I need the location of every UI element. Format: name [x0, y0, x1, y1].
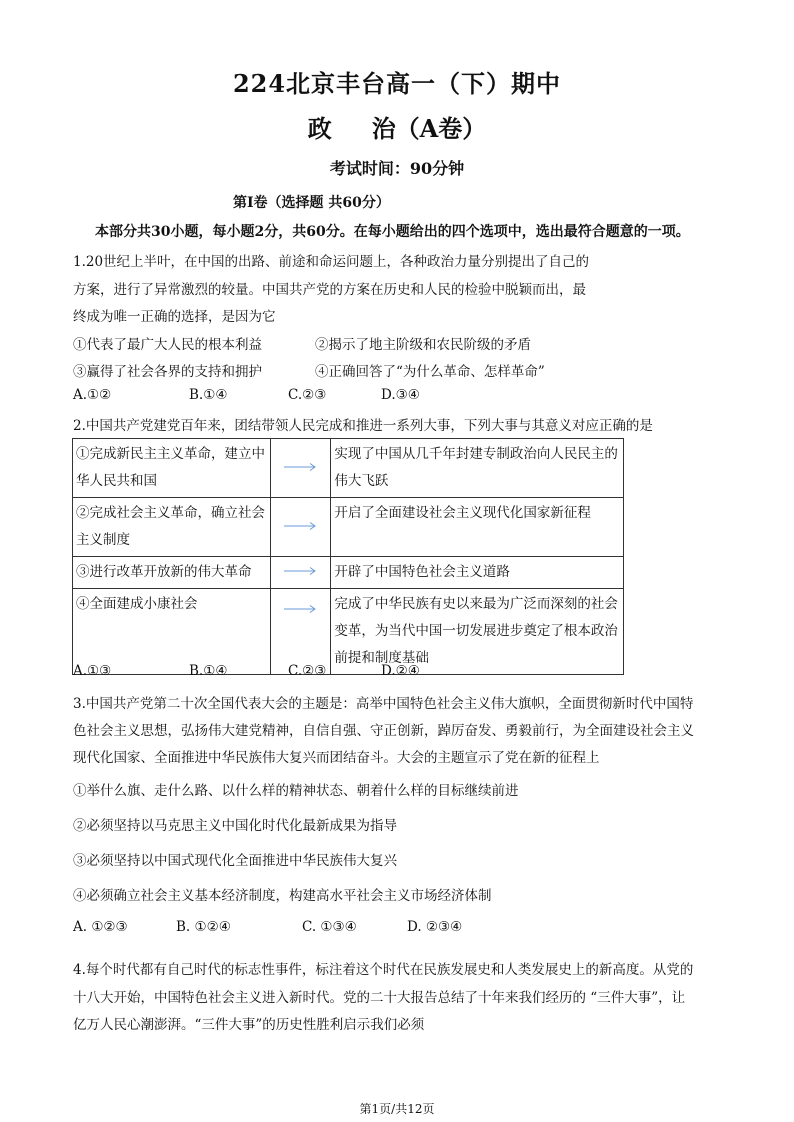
table-cell-event: ①完成新民主主义革命，建立中华人民共和国	[73, 439, 271, 498]
exam-time: 考试时间：90分钟	[329, 159, 465, 178]
q4-stem-line: 亿万人民心潮澎湃。“三件大事”的历史性胜利启示我们必须	[73, 1017, 425, 1033]
arrow-right-icon	[283, 604, 317, 614]
table-cell-arrow	[270, 498, 331, 557]
table-row	[73, 589, 624, 675]
subject-char-1: 政	[307, 114, 332, 143]
table-cell-event: ②完成社会主义革命，确立社会主义制度	[73, 498, 271, 557]
table-cell-meaning: 实现了中国从几千年封建专制政治向人民民主的伟大飞跃	[331, 439, 624, 498]
q2-choice-b: B.①④	[189, 663, 228, 679]
q2-choice-c: C.②③	[288, 663, 327, 679]
q3-choice-a: A. ①②③	[73, 919, 128, 935]
table-cell-meaning: 开辟了中国特色社会主义道路	[331, 557, 624, 589]
q2-choice-d: D.②④	[381, 663, 420, 679]
q1-choice-d: D.③④	[381, 387, 420, 403]
q3-option-3: ③必须坚持以中国式现代化全面推进中华民族伟大复兴	[73, 853, 397, 869]
q1-option-3: ③赢得了社会各界的支持和拥护	[73, 364, 262, 380]
q1-choice-b: B.①④	[189, 387, 228, 403]
table-cell-arrow	[270, 439, 331, 498]
q1-stem-line: 终成为唯一正确的选择，是因为它	[73, 309, 276, 325]
q1-option-1: ①代表了最广大人民的根本利益	[73, 337, 262, 353]
q3-option-2: ②必须坚持以马克思主义中国化时代化最新成果为指导	[73, 818, 397, 834]
table-cell-meaning: 开启了全面建设社会主义现代化国家新征程	[331, 498, 624, 557]
subject-title	[0, 109, 794, 144]
table-cell-event: ③进行改革开放新的伟大革命	[73, 557, 271, 589]
q1-choice-a: A.①②	[73, 387, 112, 403]
page-number: 第1页/共12页	[359, 1102, 435, 1116]
q3-stem-line: 现代化国家、全面推进中华民族伟大复兴而团结奋斗。大会的主题宣示了党在新的征程上	[73, 750, 600, 766]
q2-stem: 2.中国共产党建党百年来，团结带领人民完成和推进一系列大事，下列大事与其意义对应正确的是	[73, 418, 653, 434]
q2-choice-a: A.①③	[73, 663, 112, 679]
q3-stem-line: 3.中国共产党第二十次全国代表大会的主题是：高举中国特色社会主义伟大旗帜，全面贯彻新时代中国特	[73, 696, 694, 712]
q3-option-1: ①举什么旗、走什么路、以什么样的精神状态、朝着什么样的目标继续前进	[73, 783, 519, 799]
subject-char-2: 治（A卷）	[371, 114, 487, 143]
q3-option-4: ④必须确立社会主义基本经济制度，构建高水平社会主义市场经济体制	[73, 888, 492, 904]
table-cell-arrow	[270, 557, 331, 589]
table-row	[73, 439, 624, 498]
q1-choice-c: C.②③	[288, 387, 327, 403]
q3-choice-b: B. ①②④	[176, 919, 231, 935]
q1-stem-line: 方案，进行了异常激烈的较量。中国共产党的方案在历史和人民的检验中脱颖而出，最	[73, 282, 586, 298]
q4-stem-line: 十八大开始，中国特色社会主义进入新时代。党的二十大报告总结了十年来我们经历的 “三件大事”，让	[73, 990, 686, 1006]
q1-option-4: ④正确回答了“为什么革命、怎样革命”	[315, 364, 545, 380]
arrow-right-icon	[283, 462, 317, 472]
table-cell-arrow	[270, 589, 331, 675]
q2-match-table	[72, 438, 624, 675]
q1-stem-line: 1.20世纪上半叶，在中国的出路、前途和命运问题上，各种政治力量分别提出了自己的	[73, 254, 590, 270]
section-heading: 第Ⅰ卷（选择题 共60分）	[233, 195, 390, 211]
page-title: 224北京丰台高一（下）期中	[232, 69, 562, 98]
arrow-right-icon	[283, 566, 317, 576]
section-instructions: 本部分共30小题，每小题2分，共60分。在每小题给出的四个选项中，选出最符合题意的一项。	[95, 224, 690, 240]
q4-stem-line: 4.每个时代都有自己时代的标志性事件，标注着这个时代在民族发展史和人类发展史上的新高度。从党的	[73, 962, 694, 978]
q3-choice-d: D. ②③④	[407, 919, 463, 935]
arrow-right-icon	[283, 521, 317, 531]
table-row	[73, 557, 624, 589]
q3-stem-line: 色社会主义思想，弘扬伟大建党精神，自信自强、守正创新，踔厉奋发、勇毅前行，为全面建设社会主义	[73, 723, 694, 739]
q3-choice-c: C. ①③④	[302, 919, 357, 935]
q1-option-2: ②揭示了地主阶级和农民阶级的矛盾	[315, 337, 531, 353]
table-cell-meaning: 完成了中华民族有史以来最为广泛而深刻的社会变革，为当代中国一切发展进步奠定了根本政治前提和制度基础	[331, 589, 624, 675]
table-row	[73, 498, 624, 557]
table-cell-event: ④全面建成小康社会	[73, 589, 271, 675]
